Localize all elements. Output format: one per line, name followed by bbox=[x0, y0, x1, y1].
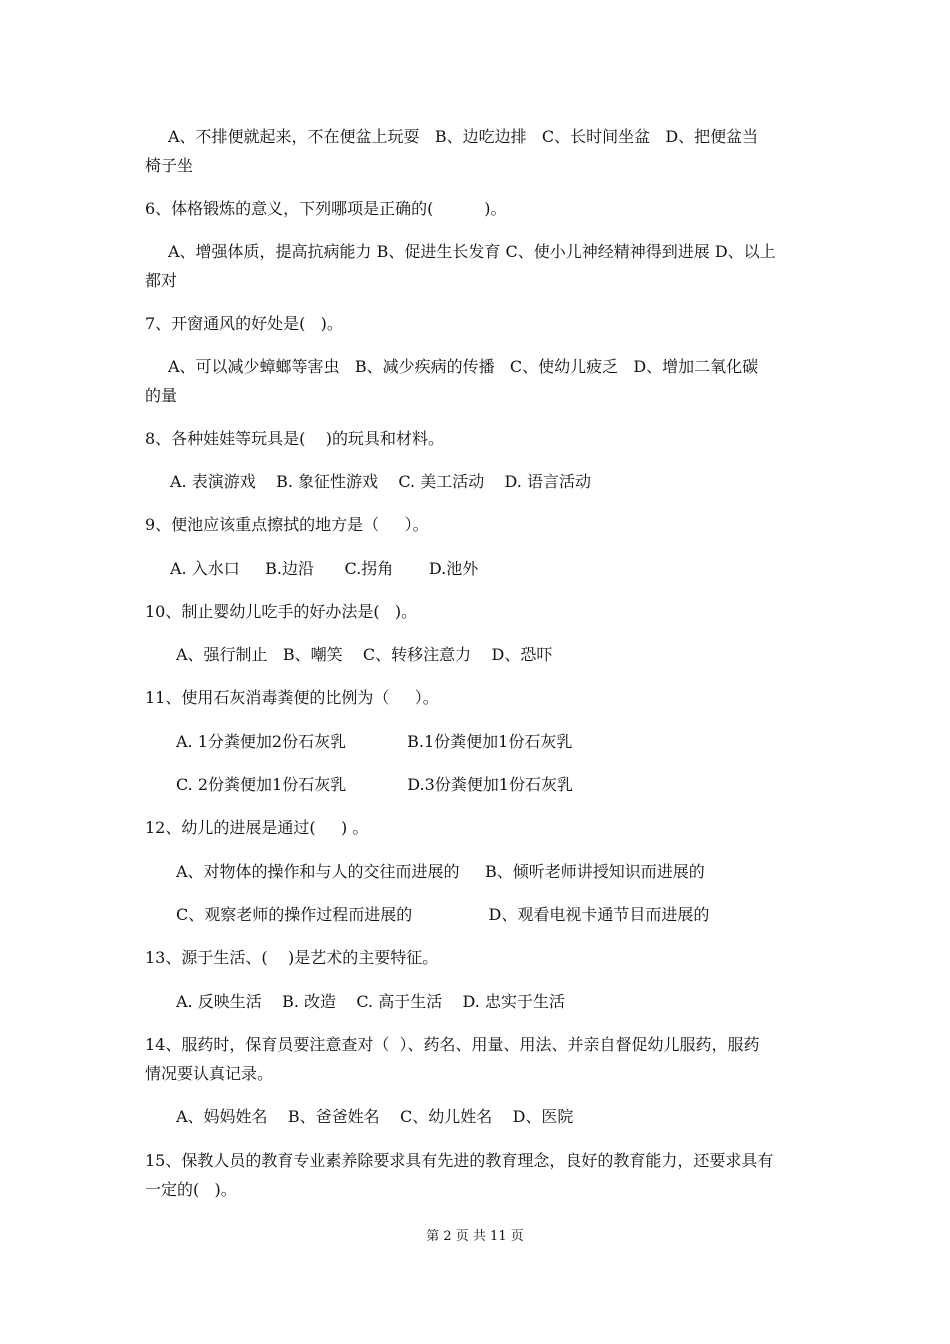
page-number-footer: 第 2 页 共 11 页 bbox=[426, 1229, 524, 1244]
question-14-stem-line-1: 14、服药时，保育员要注意查对（ ）、药名、用量、用法、并亲自督促幼儿服药，服药 bbox=[145, 1035, 760, 1054]
question-8-options: A. 表演游戏 B. 象征性游戏 C. 美工活动 D. 语言活动 bbox=[170, 472, 591, 491]
question-13-stem: 13、源于生活、( )是艺术的主要特征。 bbox=[145, 948, 439, 967]
question-9-stem: 9、便池应该重点擦拭的地方是（ ）。 bbox=[145, 515, 429, 534]
question-6-stem: 6、体格锻炼的意义，下列哪项是正确的( )。 bbox=[145, 199, 507, 218]
question-6-options-line-2: 都对 bbox=[145, 271, 178, 290]
question-5-options-line-1: A、不排便就起来，不在便盆上玩耍 B、边吃边排 C、长时间坐盆 D、把便盆当 bbox=[168, 127, 759, 146]
question-15-stem-line-1: 15、保教人员的教育专业素养除要求具有先进的教育理念，良好的教育能力，还要求具有 bbox=[145, 1151, 774, 1170]
question-7-options-line-2: 的量 bbox=[145, 386, 178, 405]
question-7-options-line-1: A、可以减少蟑螂等害虫 B、减少疾病的传播 C、使幼儿疲乏 D、增加二氧化碳 bbox=[168, 357, 759, 376]
question-5-options-line-2: 椅子坐 bbox=[145, 156, 194, 175]
question-15-stem-line-2: 一定的( )。 bbox=[145, 1180, 237, 1199]
question-10-options: A、强行制止 B、嘲笑 C、转移注意力 D、恐吓 bbox=[176, 645, 553, 664]
question-14-options: A、妈妈姓名 B、爸爸姓名 C、幼儿姓名 D、医院 bbox=[176, 1107, 574, 1126]
question-12-options-line-1: A、对物体的操作和与人的交往而进展的 B、倾听老师讲授知识而进展的 bbox=[176, 862, 705, 881]
question-11-stem: 11、使用石灰消毒粪便的比例为（ ）。 bbox=[145, 688, 439, 707]
question-6-options-line-1: A、增强体质，提高抗病能力 B、促进生长发育 C、使小儿神经精神得到进展 D、以上 bbox=[168, 242, 776, 261]
question-7-stem: 7、开窗通风的好处是( )。 bbox=[145, 314, 343, 333]
question-11-options-line-1: A. 1分粪便加2份石灰乳 B.1份粪便加1份石灰乳 bbox=[176, 732, 573, 751]
question-10-stem: 10、制止婴幼儿吃手的好办法是( )。 bbox=[145, 602, 418, 621]
question-12-stem: 12、幼儿的进展是通过( ) 。 bbox=[145, 818, 369, 837]
question-12-options-line-2: C、观察老师的操作过程而进展的 D、观看电视卡通节目而进展的 bbox=[176, 905, 710, 924]
question-9-options: A. 入水口 B.边沿 C.拐角 D.池外 bbox=[170, 559, 479, 578]
question-8-stem: 8、各种娃娃等玩具是( )的玩具和材料。 bbox=[145, 429, 445, 448]
question-14-stem-line-2: 情况要认真记录。 bbox=[145, 1064, 274, 1083]
question-13-options: A. 反映生活 B. 改造 C. 高于生活 D. 忠实于生活 bbox=[176, 992, 565, 1011]
question-11-options-line-2: C. 2份粪便加1份石灰乳 D.3份粪便加1份石灰乳 bbox=[176, 775, 573, 794]
